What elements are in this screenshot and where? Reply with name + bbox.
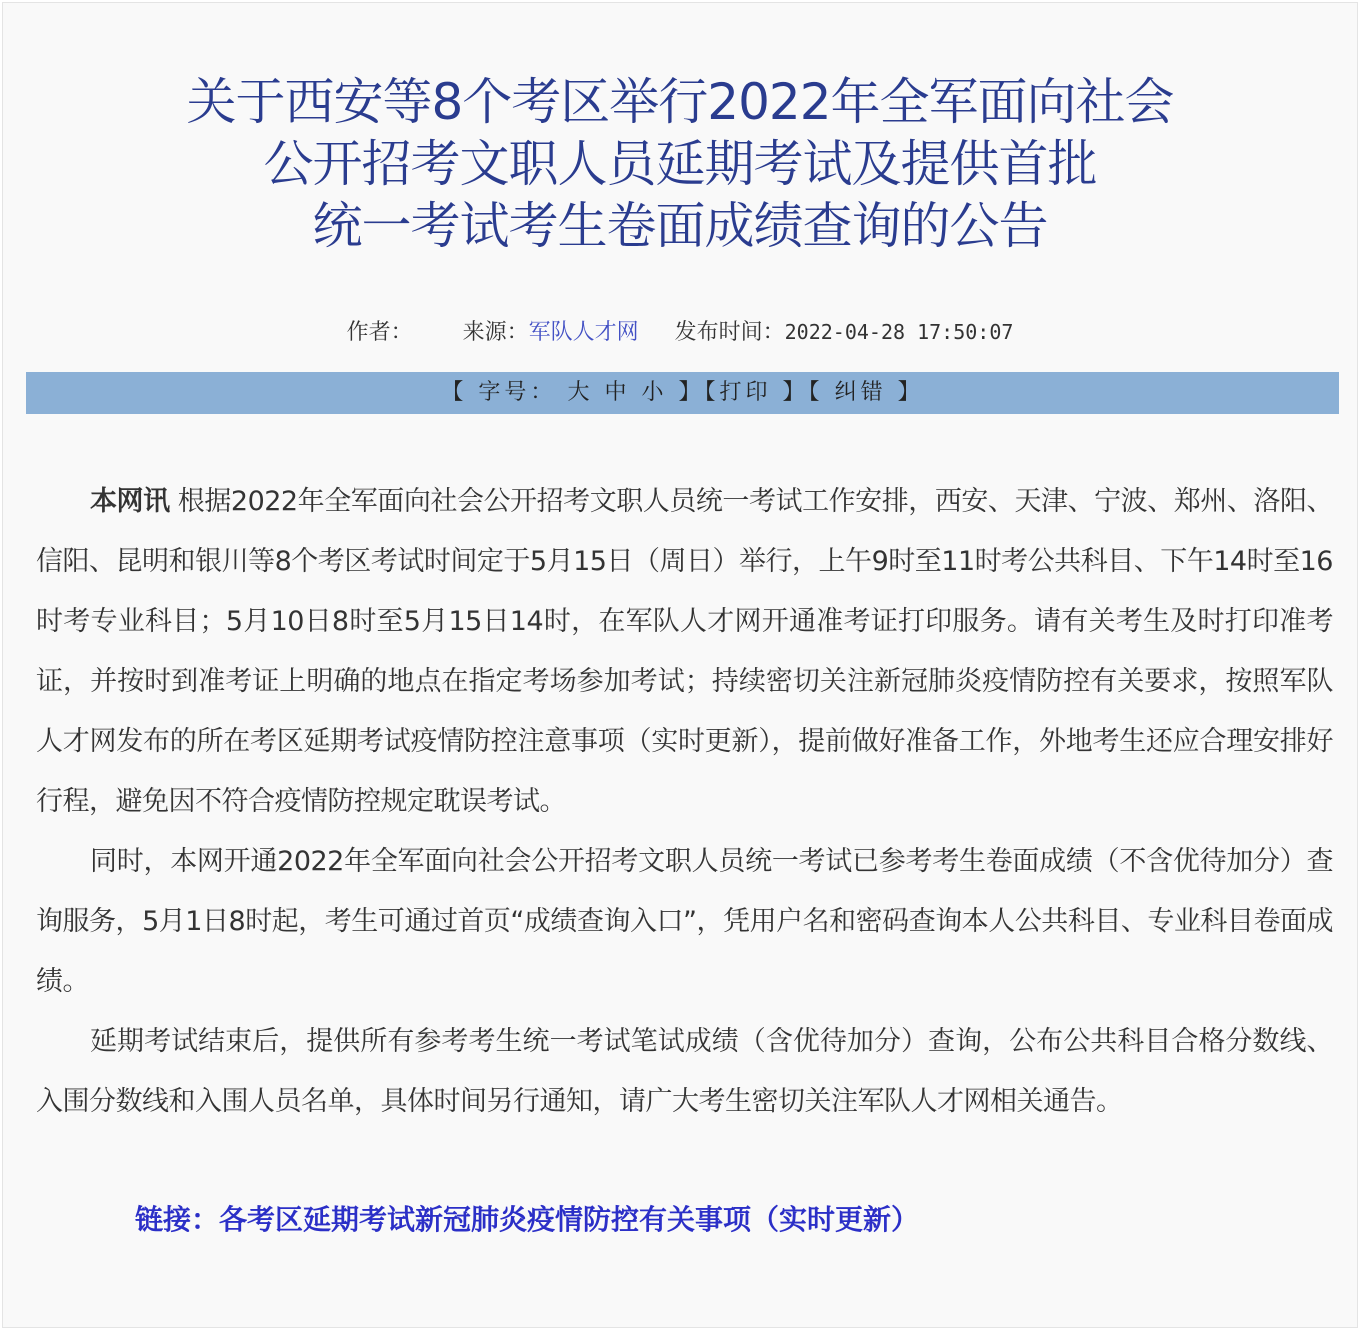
article-meta — [3, 315, 1357, 346]
correct-error-button[interactable]: 纠错 — [834, 380, 887, 405]
author-label: 作者： — [346, 320, 413, 345]
paragraph-1-text: 根据2022年全军面向社会公开招考文职人员统一考试工作安排，西安、天津、宁波、郑州、洛阳、信阳、昆明和银川等8个考区考试时间定于5月15日（周日）举行，上午9时至11时考公共科目、下午14时至16时考专业科目；5月10日8时至5月15日14时，在军队人才网开通准考证打印服务。请有关考生及时打印准考证，并按时到准考证上明确的地点在指定考场参加考试；持续密切关注新冠肺炎疫情防控有关要求，按照军队人才网发布的所在考区延期考试疫情防控注意事项（实时更新），提前做好准备工作，外地考生还应合理安排好行程，避免因不符合疫情防控规定耽误考试。 — [36, 486, 1334, 817]
title-line-2: 公开招考文职人员延期考试及提供首批 — [263, 135, 1097, 193]
article-page — [2, 2, 1358, 1328]
bracket-close: 】 — [782, 380, 809, 405]
related-link[interactable]: 链接：各考区延期考试新冠肺炎疫情防控有关事项（实时更新） — [135, 1203, 920, 1236]
paragraph-3: 延期考试结束后，提供所有参考考生统一考试笔试成绩（含优待加分）查询，公布公共科目合格分数线、入围分数线和入围人员名单，具体时间另行通知，请广大考生密切关注军队人才网相关通告。 — [36, 1026, 1333, 1117]
font-size-medium-button[interactable]: 中 — [604, 380, 631, 405]
bracket-close: 】 — [678, 380, 705, 405]
published-time: 2022-04-28 17:50:07 — [784, 320, 1014, 344]
source-label: 来源： — [462, 320, 529, 345]
article-toolbar — [26, 372, 1339, 414]
font-size-small-button[interactable]: 小 — [641, 380, 668, 405]
bracket-close: 】 — [897, 380, 924, 405]
bracket-open: 【 — [441, 380, 468, 405]
paragraph-2: 同时，本网开通2022年全军面向社会公开招考文职人员统一考试已参考考生卷面成绩（不含优待加分）查询服务，5月1日8时起，考生可通过首页“成绩查询入口”，凭用户名和密码查询本人公共科目、专业科目卷面成绩。 — [36, 846, 1333, 997]
article-title — [3, 71, 1357, 257]
font-size-label: 字号： — [478, 380, 557, 405]
source-link[interactable]: 军队人才网 — [528, 320, 639, 345]
font-size-large-button[interactable]: 大 — [567, 380, 594, 405]
article-body — [36, 472, 1333, 1132]
title-line-1: 关于西安等8个考区举行2022年全军面向社会 — [186, 73, 1174, 131]
paragraph-1 — [36, 472, 1333, 832]
published-label: 发布时间： — [674, 320, 785, 345]
title-line-3: 统一考试考生卷面成绩查询的公告 — [312, 197, 1048, 255]
lead-label: 本网讯 — [90, 486, 170, 517]
bracket-open: 【 — [808, 380, 824, 405]
bracket-open: 【 — [704, 380, 720, 405]
print-button[interactable]: 打印 — [719, 380, 772, 405]
